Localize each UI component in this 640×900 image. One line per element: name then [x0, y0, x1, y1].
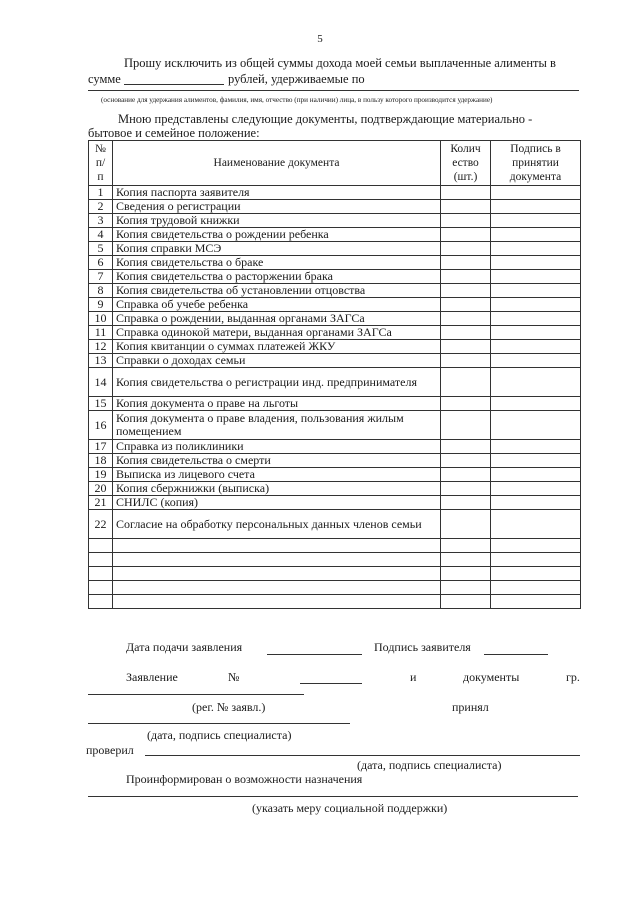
row-number: 17 [89, 440, 113, 454]
table-row [89, 411, 581, 440]
signature-cell[interactable] [491, 468, 581, 482]
document-name: Копия свидетельства о браке [113, 256, 441, 270]
table-header-row [89, 141, 581, 186]
row-number: 16 [89, 411, 113, 440]
document-name: Справка из поликлиники [113, 440, 441, 454]
signature-cell[interactable] [491, 482, 581, 496]
table-row-blank [89, 539, 581, 553]
document-name: Согласие на обработку персональных данных членов семьи [113, 510, 441, 539]
col-header-number-l3: п [97, 171, 104, 183]
row-number-blank[interactable] [89, 553, 113, 567]
document-name: Копия свидетельства о регистрации инд. предпринимателя [113, 368, 441, 397]
document-name: Копия свидетельства об установлении отцовства [113, 284, 441, 298]
reg-number-caption: (рег. № заявл.) [192, 700, 266, 714]
informed-text: Проинформирован о возможности назначения [126, 772, 363, 786]
document-name-blank[interactable] [113, 595, 441, 609]
signature-cell[interactable] [491, 354, 581, 368]
signature-cell[interactable] [491, 340, 581, 354]
row-number: 14 [89, 368, 113, 397]
row-number: 18 [89, 454, 113, 468]
alimony-basis-field[interactable] [88, 90, 579, 91]
row-number: 11 [89, 326, 113, 340]
quantity-cell[interactable] [441, 567, 491, 581]
signature-cell[interactable] [491, 214, 581, 228]
statement-word: Заявление [126, 670, 178, 684]
signature-cell[interactable] [491, 454, 581, 468]
col-header-name: Наименование документа [113, 141, 441, 186]
signature-cell[interactable] [491, 312, 581, 326]
document-name: Справка о рождении, выданная органами ЗАГСа [113, 312, 441, 326]
signature-cell[interactable] [491, 496, 581, 510]
accepted-by-field[interactable] [88, 723, 350, 724]
support-measure-caption: (указать меру социальной поддержки) [252, 801, 448, 815]
col-header-quantity-l3: (шт.) [453, 171, 478, 183]
applicant-signature-label: Подпись заявителя [374, 640, 471, 654]
table-row [89, 368, 581, 397]
documents-intro-line1: Мною представлены следующие документы, подтверждающие материально - [118, 112, 533, 126]
accepted-word: принял [452, 700, 489, 714]
citizen-name-field[interactable] [88, 694, 304, 695]
document-name: Справка одинокой матери, выданная органами ЗАГСа [113, 326, 441, 340]
citizen-abbrev: гр. [566, 670, 580, 684]
table-row [89, 468, 581, 482]
and-word: и [410, 670, 417, 684]
row-number: 10 [89, 312, 113, 326]
row-number: 7 [89, 270, 113, 284]
submission-date-label: Дата подачи заявления [126, 640, 243, 654]
row-number: 1 [89, 186, 113, 200]
table-row [89, 354, 581, 368]
quantity-cell[interactable] [441, 510, 491, 539]
signature-cell[interactable] [491, 581, 581, 595]
signature-cell[interactable] [491, 242, 581, 256]
row-number: 15 [89, 397, 113, 411]
signature-cell[interactable] [491, 256, 581, 270]
quantity-cell[interactable] [441, 595, 491, 609]
documents-table [88, 140, 581, 609]
row-number: 21 [89, 496, 113, 510]
col-header-quantity [441, 141, 491, 186]
quantity-cell[interactable] [441, 256, 491, 270]
table-row [89, 186, 581, 200]
col-header-quantity-l2: ество [452, 157, 479, 169]
quantity-cell[interactable] [441, 200, 491, 214]
quantity-cell[interactable] [441, 354, 491, 368]
signature-cell[interactable] [491, 567, 581, 581]
row-number: 2 [89, 200, 113, 214]
quantity-cell[interactable] [441, 284, 491, 298]
quantity-cell[interactable] [441, 440, 491, 454]
signature-cell[interactable] [491, 200, 581, 214]
submission-date-field[interactable] [267, 654, 362, 655]
row-number: 19 [89, 468, 113, 482]
document-name-blank[interactable] [113, 581, 441, 595]
table-row-blank [89, 567, 581, 581]
document-name: Справка об учебе ребенка [113, 298, 441, 312]
quantity-cell[interactable] [441, 242, 491, 256]
row-number-blank[interactable] [89, 539, 113, 553]
row-number: 20 [89, 482, 113, 496]
quantity-cell[interactable] [441, 482, 491, 496]
table-row-blank [89, 595, 581, 609]
table-row [89, 284, 581, 298]
signature-cell[interactable] [491, 186, 581, 200]
row-number: 12 [89, 340, 113, 354]
table-row [89, 397, 581, 411]
table-row [89, 326, 581, 340]
document-name: Копия свидетельства о смерти [113, 454, 441, 468]
document-name: Копия справки МСЭ [113, 242, 441, 256]
signature-cell[interactable] [491, 368, 581, 397]
col-header-number-l1: № [95, 143, 106, 155]
table-row [89, 298, 581, 312]
number-sign: № [228, 670, 240, 684]
row-number: 3 [89, 214, 113, 228]
document-name: Копия свидетельства о расторжении брака [113, 270, 441, 284]
statement-number-field[interactable] [300, 683, 362, 684]
table-row [89, 482, 581, 496]
table-row [89, 270, 581, 284]
signature-cell[interactable] [491, 298, 581, 312]
document-name: СНИЛС (копия) [113, 496, 441, 510]
row-number: 9 [89, 298, 113, 312]
document-name: Копия документа о праве владения, пользования жилым помещением [113, 411, 441, 440]
quantity-cell[interactable] [441, 468, 491, 482]
signature-cell[interactable] [491, 440, 581, 454]
row-number: 8 [89, 284, 113, 298]
document-name: Копия сбержнижки (выписка) [113, 482, 441, 496]
quantity-cell[interactable] [441, 270, 491, 284]
signature-cell[interactable] [491, 510, 581, 539]
row-number: 6 [89, 256, 113, 270]
quantity-cell[interactable] [441, 186, 491, 200]
col-header-quantity-l1: Колич [450, 143, 481, 155]
table-row [89, 200, 581, 214]
row-number-blank[interactable] [89, 595, 113, 609]
quantity-cell[interactable] [441, 214, 491, 228]
signature-cell[interactable] [491, 397, 581, 411]
col-header-signature-l3: документа [509, 171, 562, 183]
document-name-blank[interactable] [113, 553, 441, 567]
signature-cell[interactable] [491, 539, 581, 553]
table-row [89, 510, 581, 539]
signature-cell[interactable] [491, 553, 581, 567]
table-row [89, 242, 581, 256]
checked-word: проверил [86, 743, 134, 757]
col-header-signature-l2: принятии [512, 157, 559, 169]
signature-cell[interactable] [491, 411, 581, 440]
row-number-blank[interactable] [89, 567, 113, 581]
quantity-cell[interactable] [441, 326, 491, 340]
document-name: Копия документа о праве на льготы [113, 397, 441, 411]
table-row [89, 496, 581, 510]
quantity-cell[interactable] [441, 496, 491, 510]
document-name-blank[interactable] [113, 567, 441, 581]
signature-cell[interactable] [491, 595, 581, 609]
signature-cell[interactable] [491, 228, 581, 242]
document-name: Копия паспорта заявителя [113, 186, 441, 200]
quantity-cell[interactable] [441, 539, 491, 553]
quantity-cell[interactable] [441, 411, 491, 440]
row-number: 5 [89, 242, 113, 256]
document-name: Сведения о регистрации [113, 200, 441, 214]
table-row-blank [89, 581, 581, 595]
signature-cell[interactable] [491, 270, 581, 284]
table-row [89, 214, 581, 228]
support-measure-field[interactable] [88, 796, 578, 797]
table-row [89, 440, 581, 454]
quantity-cell[interactable] [441, 340, 491, 354]
quantity-cell[interactable] [441, 368, 491, 397]
signature-cell[interactable] [491, 326, 581, 340]
date-signature-caption-2: (дата, подпись специалиста) [357, 758, 502, 772]
alimony-basis-caption: (основание для удержания алиментов, фамилия, имя, отчество (при наличии) лица, в пользу которого производится удержание) [101, 96, 493, 104]
quantity-cell[interactable] [441, 581, 491, 595]
documents-intro-line2: бытовое и семейное положение: [88, 126, 260, 140]
table-row [89, 312, 581, 326]
document-name: Справки о доходах семьи [113, 354, 441, 368]
quantity-cell[interactable] [441, 397, 491, 411]
table-row [89, 340, 581, 354]
document-name: Копия свидетельства о рождении ребенка [113, 228, 441, 242]
document-name: Копия трудовой книжки [113, 214, 441, 228]
quantity-cell[interactable] [441, 298, 491, 312]
alimony-request-suffix: рублей, удерживаемые по [228, 72, 365, 86]
col-header-number [89, 141, 113, 186]
document-name: Копия квитанции о суммах платежей ЖКУ [113, 340, 441, 354]
col-header-signature-l1: Подпись в [510, 143, 561, 155]
amount-field[interactable] [124, 84, 224, 85]
quantity-cell[interactable] [441, 228, 491, 242]
applicant-signature-field[interactable] [484, 654, 548, 655]
date-signature-caption-1: (дата, подпись специалиста) [147, 728, 292, 742]
quantity-cell[interactable] [441, 312, 491, 326]
quantity-cell[interactable] [441, 454, 491, 468]
signature-cell[interactable] [491, 284, 581, 298]
document-name: Выписка из лицевого счета [113, 468, 441, 482]
document-name-blank[interactable] [113, 539, 441, 553]
table-row-blank [89, 553, 581, 567]
documents-word: документы [463, 670, 520, 684]
quantity-cell[interactable] [441, 553, 491, 567]
alimony-request-prefix: сумме [88, 72, 121, 86]
table-row [89, 228, 581, 242]
row-number-blank[interactable] [89, 581, 113, 595]
table-row [89, 454, 581, 468]
checked-by-field[interactable] [145, 755, 580, 756]
page-number: 5 [317, 33, 323, 45]
col-header-number-l2: п/ [95, 157, 106, 169]
row-number: 22 [89, 510, 113, 539]
row-number: 13 [89, 354, 113, 368]
row-number: 4 [89, 228, 113, 242]
alimony-request-line1: Прошу исключить из общей суммы дохода моей семьи выплаченные алименты в [124, 56, 556, 70]
table-row [89, 256, 581, 270]
col-header-signature [491, 141, 581, 186]
